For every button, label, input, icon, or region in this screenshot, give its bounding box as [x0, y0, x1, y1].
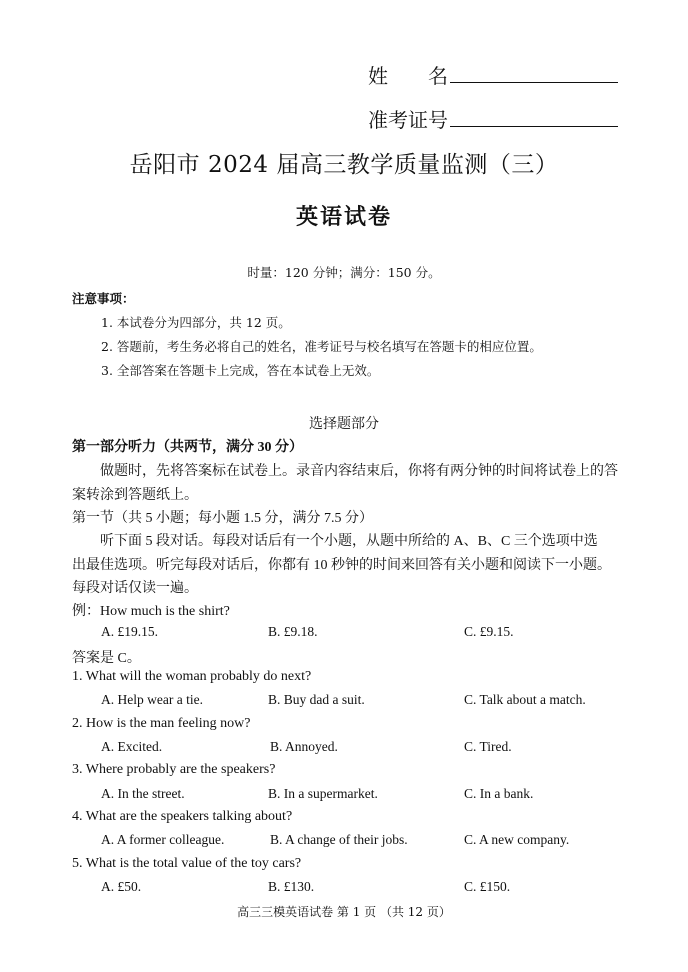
- section1-instructions-cont: 出最佳选项。听完每段对话后，你都有 10 秒钟的时间来回答有关小题和阅读下一小题。: [72, 558, 611, 573]
- part1-instructions-cont: 案转涂到答题纸上。: [72, 488, 198, 503]
- section1-instructions: 听下面 5 段对话。每段对话后有一个小题，从题中所给的 A、B、C 三个选项中选: [100, 534, 598, 549]
- q5-option-b: B. £130.: [268, 879, 315, 894]
- exam-title: 岳阳市 2024 届高三教学质量监测（三）: [129, 152, 559, 178]
- name-underline[interactable]: [450, 64, 618, 83]
- notes-heading: 注意事项：: [72, 291, 135, 306]
- exam-id-label: 准考证号: [368, 108, 448, 132]
- q4-option-c: C. A new company.: [464, 832, 570, 847]
- q5-option-a: A. £50.: [101, 879, 142, 894]
- question-5: 5. What is the total value of the toy cars?: [72, 856, 302, 871]
- exam-id-underline[interactable]: [450, 108, 618, 127]
- duration-info: 时量：120 分钟；满分：150 分。: [247, 265, 441, 280]
- example-option-a: A. £19.15.: [101, 624, 158, 639]
- example-question: 例：How much is the shirt?: [72, 604, 230, 619]
- subject-title: 英语试卷: [295, 204, 392, 230]
- section-heading: 选择题部分: [309, 417, 379, 432]
- example-option-c: C. £9.15.: [464, 624, 514, 639]
- note-item: 1. 本试卷分为四部分，共 12 页。: [101, 315, 291, 330]
- note-item: 3. 全部答案在答题卡上完成，答在本试卷上无效。: [101, 363, 380, 378]
- exam-id-field[interactable]: [368, 104, 618, 133]
- example-option-b: B. £9.18.: [268, 624, 318, 639]
- question-2: 2. How is the man feeling now?: [72, 716, 251, 731]
- question-4: 4. What are the speakers talking about?: [72, 809, 293, 824]
- q5-option-c: C. £150.: [464, 879, 511, 894]
- section1-heading: 第一节（共 5 小题；每小题 1.5 分，满分 7.5 分）: [72, 511, 373, 526]
- page-footer: 高三三模英语试卷 第 1 页 （共 12 页）: [237, 905, 451, 919]
- question-1: 1. What will the woman probably do next?: [72, 669, 312, 684]
- q3-option-c: C. In a bank.: [464, 786, 534, 801]
- q2-option-a: A. Excited.: [101, 739, 163, 754]
- q3-option-b: B. In a supermarket.: [268, 786, 378, 801]
- name-label: 姓 名: [368, 64, 448, 88]
- question-3: 3. Where probably are the speakers?: [72, 762, 276, 777]
- q1-option-b: B. Buy dad a suit.: [268, 692, 365, 707]
- part1-instructions: 做题时，先将答案标在试卷上。录音内容结束后，你将有两分钟的时间将试卷上的答: [100, 464, 618, 479]
- q4-option-a: A. A former colleague.: [101, 832, 225, 847]
- example-answer: 答案是 C。: [72, 651, 141, 666]
- note-item: 2. 答题前，考生务必将自己的姓名，准考证号与校名填写在答题卡的相应位置。: [101, 339, 542, 354]
- section1-instructions-cont: 每段对话仅读一遍。: [72, 581, 198, 596]
- q2-option-b: B. Annoyed.: [270, 739, 338, 754]
- q4-option-b: B. A change of their jobs.: [270, 832, 408, 847]
- q3-option-a: A. In the street.: [101, 786, 185, 801]
- part1-heading: 第一部分听力（共两节，满分 30 分）: [72, 440, 303, 455]
- name-field[interactable]: [368, 60, 618, 89]
- q1-option-c: C. Talk about a match.: [464, 692, 586, 707]
- q1-option-a: A. Help wear a tie.: [101, 692, 203, 707]
- q2-option-c: C. Tired.: [464, 739, 512, 754]
